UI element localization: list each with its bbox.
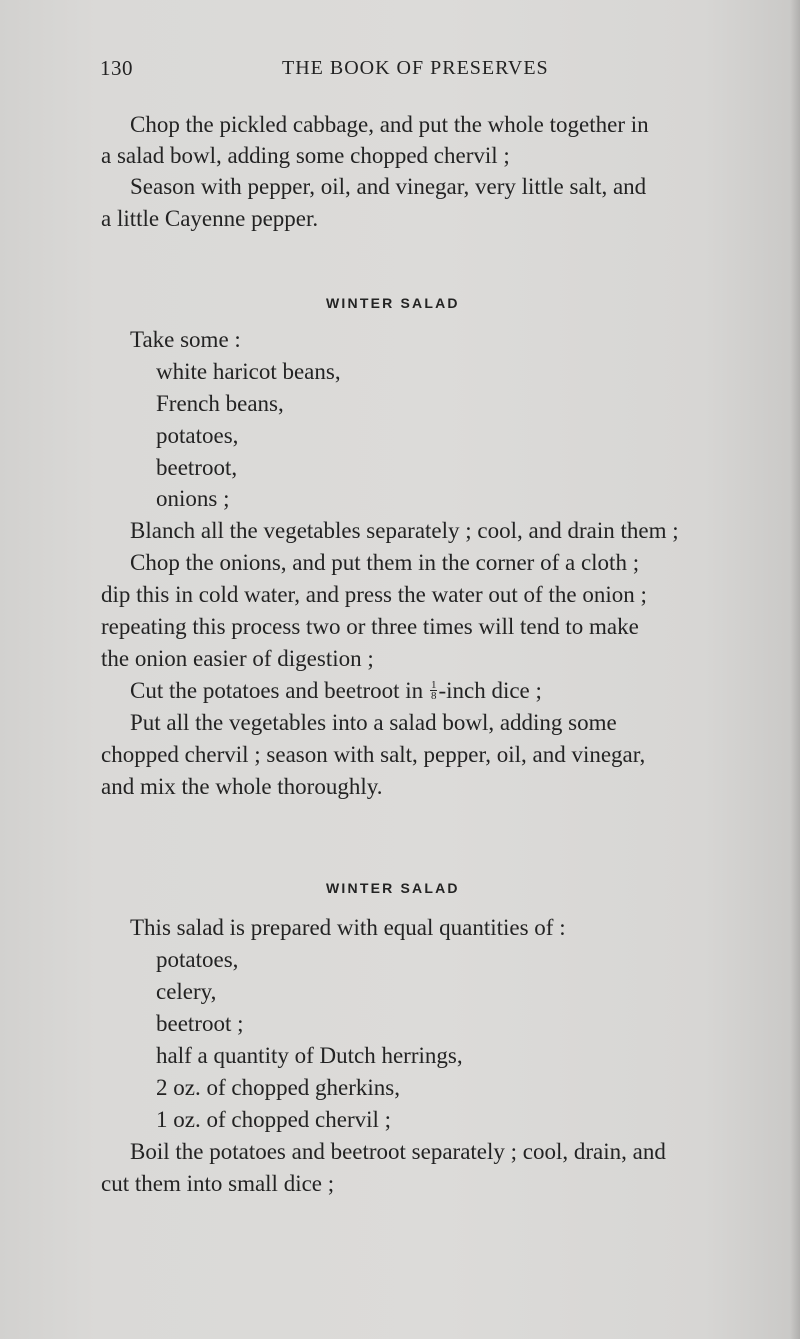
dice-line-end: -inch dice ; (438, 678, 542, 703)
intro-line-4: a little Cayenne pepper. (101, 206, 319, 231)
recipe-2-heading: WINTER SALAD (326, 880, 460, 896)
recipe-1-method-line: chopped chervil ; season with salt, pepper, oil, and vinegar, (101, 742, 646, 767)
recipe-2-ingredient: half a quantity of Dutch herrings, (156, 1043, 463, 1068)
recipe-2-ingredient: 2 oz. of chopped gherkins, (156, 1075, 400, 1100)
recipe-1-lead: Take some : (130, 327, 241, 352)
page-edge-shadow (790, 0, 800, 1339)
recipe-1-ingredient: potatoes, (156, 423, 239, 448)
recipe-1-ingredient: beetroot, (156, 455, 238, 480)
fraction (430, 680, 438, 701)
recipe-1-ingredient: white haricot beans, (156, 359, 341, 384)
recipe-1-method-line: dip this in cold water, and press the water out of the onion ; (101, 582, 647, 607)
recipe-1-method-line: repeating this process two or three times will tend to make (101, 614, 639, 639)
recipe-2-ingredient: beetroot ; (156, 1011, 244, 1036)
recipe-1-dice-line (130, 676, 542, 706)
recipe-2-lead: This salad is prepared with equal quantities of : (130, 915, 566, 940)
page-number: 130 (100, 56, 133, 80)
intro-line-1: Chop the pickled cabbage, and put the whole together in (130, 112, 649, 137)
recipe-1-method-line: and mix the whole thoroughly. (101, 774, 383, 799)
recipe-2-ingredient: celery, (156, 979, 217, 1004)
recipe-1-method-line: Chop the onions, and put them in the corner of a cloth ; (130, 550, 640, 575)
recipe-1-ingredient: French beans, (156, 391, 284, 416)
fraction-numerator: 1 (430, 679, 437, 692)
recipe-1-heading: WINTER SALAD (326, 295, 460, 311)
recipe-1-method-line: the onion easier of digestion ; (101, 646, 374, 671)
recipe-1-method-line: Put all the vegetables into a salad bowl, adding some (130, 710, 617, 735)
page-header (0, 56, 800, 86)
recipe-2-ingredient: 1 oz. of chopped chervil ; (156, 1107, 392, 1132)
fraction-denominator: 8 (430, 690, 437, 703)
recipe-1-method-line: Blanch all the vegetables separately ; cool, and drain them ; (130, 518, 679, 543)
recipe-2-method-line: cut them into small dice ; (101, 1171, 335, 1196)
recipe-1-ingredient: onions ; (156, 486, 230, 511)
intro-line-2: a salad bowl, adding some chopped chervil ; (101, 143, 510, 168)
recipe-2-ingredient: potatoes, (156, 947, 239, 972)
dice-line-start: Cut the potatoes and beetroot in (130, 678, 429, 703)
running-title: THE BOOK OF PRESERVES (282, 57, 549, 79)
recipe-2-method-line: Boil the potatoes and beetroot separately ; cool, drain, and (130, 1139, 666, 1164)
intro-line-3: Season with pepper, oil, and vinegar, very little salt, and (130, 174, 647, 199)
